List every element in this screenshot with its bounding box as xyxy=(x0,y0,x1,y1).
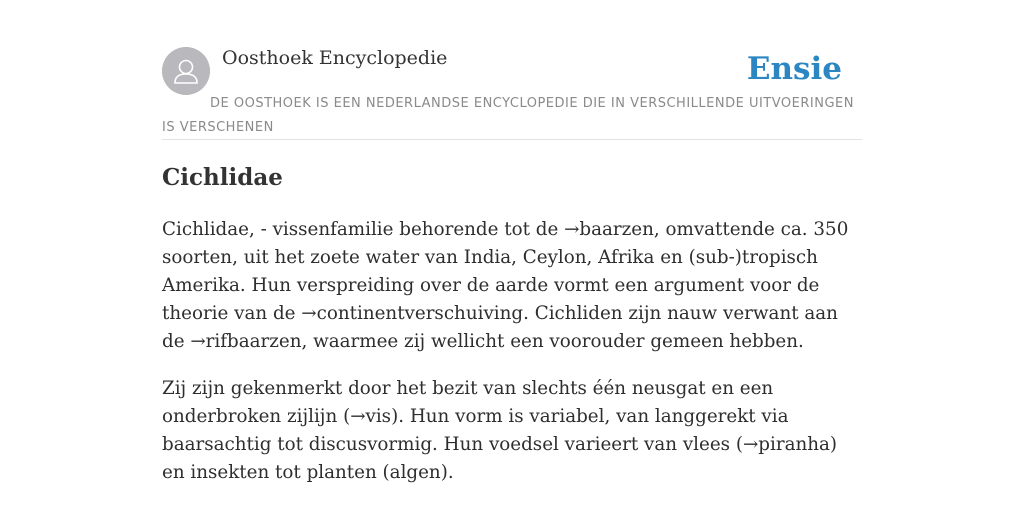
source-header xyxy=(162,40,862,140)
article-title: Cichlidae xyxy=(162,164,283,191)
source-title[interactable]: Oosthoek Encyclopedie xyxy=(222,47,448,69)
page-container xyxy=(162,40,862,483)
site-logo[interactable]: Ensie xyxy=(746,51,842,87)
article-paragraph: Cichlidae, - vissenfamilie behorende tot de →baarzen, omvattende ca. 350 soorten, uit het zoete water van India, Ceylon, Afrika en (sub-)tropisch Amerika. Hun verspreiding over de aarde vormt een argument voor de theorie van de →continentverschuiving. Cichliden zijn nauw verwant aan de →rifbaarzen, waarmee zij wellicht een voorouder gemeen hebben. xyxy=(162,219,849,352)
article-paragraph: Zij zijn gekenmerkt door het bezit van slechts één neusgat en een onderbroken zijlijn (→vis). Hun vorm is variabel, van langgerekt via baarsachtig tot discusvormig. Hun voedsel varieert van vlees (→piranha) en insekten tot planten (algen). xyxy=(162,378,838,483)
user-outline-icon[interactable] xyxy=(162,47,210,95)
source-tagline: DE OOSTHOEK IS EEN NEDERLANDSE ENCYCLOPEDIE DIE IN VERSCHILLENDE UITVOERINGEN IS VERSCHENEN xyxy=(162,96,854,135)
